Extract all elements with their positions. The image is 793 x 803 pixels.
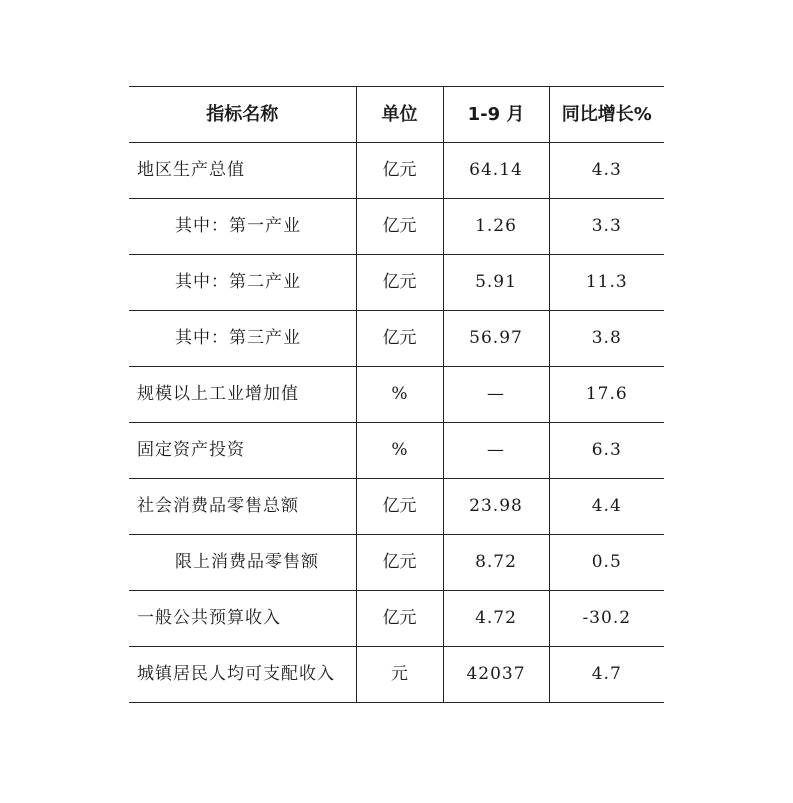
indicator-name: 地区生产总值 <box>129 143 356 199</box>
table-row <box>129 535 664 591</box>
indicator-unit: 亿元 <box>356 199 443 255</box>
indicator-name: 限上消费品零售额 <box>129 535 356 591</box>
indicator-name: 城镇居民人均可支配收入 <box>129 647 356 703</box>
indicator-name: 固定资产投资 <box>129 423 356 479</box>
indicator-name: 社会消费品零售总额 <box>129 479 356 535</box>
indicator-name: 其中：第一产业 <box>129 199 356 255</box>
indicator-yoy: 4.3 <box>549 143 664 199</box>
table-row <box>129 143 664 199</box>
header-yoy-growth: 同比增长% <box>549 87 664 143</box>
indicator-yoy: 3.8 <box>549 311 664 367</box>
indicator-value: 5.91 <box>443 255 549 311</box>
header-indicator-name: 指标名称 <box>129 87 356 143</box>
indicator-value: 64.14 <box>443 143 549 199</box>
indicator-value: 23.98 <box>443 479 549 535</box>
indicator-yoy: 3.3 <box>549 199 664 255</box>
indicator-unit: 亿元 <box>356 143 443 199</box>
table-row <box>129 199 664 255</box>
table-row <box>129 367 664 423</box>
indicator-unit: 亿元 <box>356 591 443 647</box>
table-row <box>129 423 664 479</box>
indicator-unit: 亿元 <box>356 479 443 535</box>
indicator-unit: 亿元 <box>356 311 443 367</box>
table-row <box>129 479 664 535</box>
indicator-name: 规模以上工业增加值 <box>129 367 356 423</box>
header-unit: 单位 <box>356 87 443 143</box>
indicator-yoy: 4.7 <box>549 647 664 703</box>
indicator-unit: 元 <box>356 647 443 703</box>
table-row <box>129 647 664 703</box>
table-body <box>129 143 664 703</box>
indicator-value: 8.72 <box>443 535 549 591</box>
header-period: 1-9 月 <box>443 87 549 143</box>
indicator-value: 1.26 <box>443 199 549 255</box>
indicator-name: 其中：第二产业 <box>129 255 356 311</box>
indicator-unit: 亿元 <box>356 535 443 591</box>
indicator-yoy: 6.3 <box>549 423 664 479</box>
indicator-yoy: -30.2 <box>549 591 664 647</box>
indicator-name: 其中：第三产业 <box>129 311 356 367</box>
indicator-unit: % <box>356 367 443 423</box>
indicator-value: — <box>443 423 549 479</box>
table-row <box>129 311 664 367</box>
table-header-row <box>129 87 664 143</box>
indicator-yoy: 4.4 <box>549 479 664 535</box>
indicator-name: 一般公共预算收入 <box>129 591 356 647</box>
indicator-yoy: 17.6 <box>549 367 664 423</box>
indicator-value: 42037 <box>443 647 549 703</box>
table-row <box>129 255 664 311</box>
economic-indicators-table <box>129 86 664 703</box>
indicator-value: 56.97 <box>443 311 549 367</box>
indicator-yoy: 11.3 <box>549 255 664 311</box>
indicator-yoy: 0.5 <box>549 535 664 591</box>
table-row <box>129 591 664 647</box>
indicator-unit: % <box>356 423 443 479</box>
indicator-value: 4.72 <box>443 591 549 647</box>
indicator-value: — <box>443 367 549 423</box>
indicator-unit: 亿元 <box>356 255 443 311</box>
